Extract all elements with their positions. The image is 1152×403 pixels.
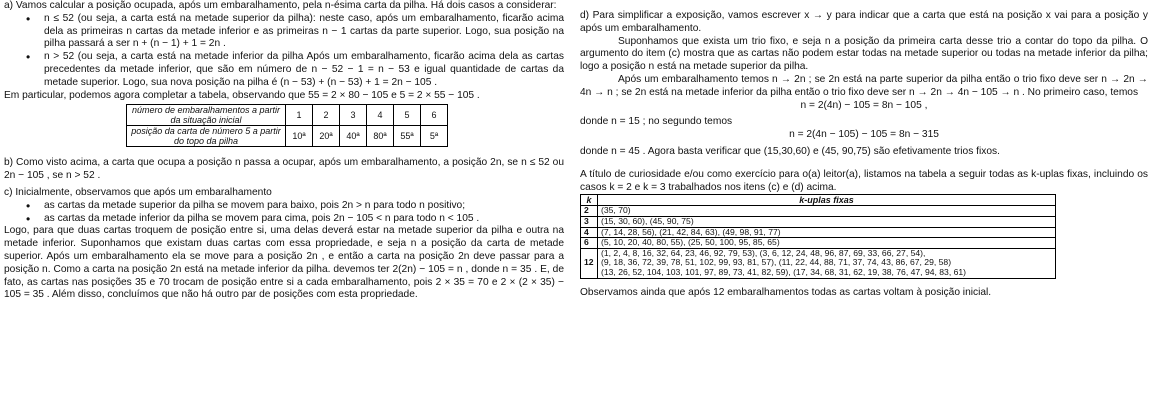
tuples-cell: (7, 14, 28, 56), (21, 42, 84, 63), (49, 98, 91, 77) (598, 227, 1056, 238)
part-d-intro: d) Para simplificar a exposição, vamos escrever x → y para indicar que a carta que está na posição x vai para a posição y após um embaralhamento. (580, 10, 1148, 34)
k-value: 2 (581, 206, 598, 217)
k-value: 12 (581, 248, 598, 278)
part-d-paragraph-2: Após um embaralhamento temos n → 2n ; se 2n está na parte superior da pilha então o trio fixo deve ser n → 2n → 4n → n ; se 2n está na metade inferior da pilha então o trio fixo deve ser n → 2n → 4n − 105 → n . No primeiro caso, temos (580, 73, 1148, 98)
part-c-list (4, 200, 564, 226)
part-c-item-1: • as cartas da metade superior da pilha se movem para baixo, pois 2n > n para todo n positivo; (44, 200, 564, 213)
header-tuples: k-uplas fixas (598, 195, 1056, 206)
k-value: 4 (581, 227, 598, 238)
equation-2: n = 2(4n − 105) − 105 = 8n − 315 (789, 129, 939, 141)
part-a-intro: a) Vamos calcular a posição ocupada, após um embaralhamento, pela n-ésima carta da pilha. Há dois casos a considerar: (4, 0, 557, 11)
header-k: k (581, 195, 598, 206)
part-b: b) Como visto acima, a carta que ocupa a posição n passa a ocupar, após um embaralhamento, a posição 2n, se n ≤ 52 ou 2n − 105 , se n > 52 . (4, 157, 564, 182)
part-a-particular: Em particular, podemos agora completar a tabela, observando que 55 = 2 × 80 − 105 e 5 = 2 × 55 − 105 . (4, 89, 480, 101)
table-cell: 10ª (286, 126, 313, 147)
table-cell: 5 (394, 105, 421, 126)
curiosity-paragraph: A título de curiosidade e/ou como exercício para o(a) leitor(a), listamos na tabela a seguir todas as k-uplas fixas, incluindo os casos k = 2 e k = 3 trabalhados nos itens (c) e (d) acima. (580, 168, 1148, 193)
part-d-result-2: donde n = 45 . Agora basta verificar que (15,30,60) e (45, 90,75) são efetivamente trios fixos. (580, 145, 1000, 157)
table-cell: 40ª (340, 126, 367, 147)
table-cell: 5ª (421, 126, 448, 147)
table-row (581, 238, 1056, 249)
tuples-cell: (15, 30, 60), (45, 90, 75) (598, 216, 1056, 227)
tuples-line: (9, 18, 36, 72, 39, 78, 51, 102, 99, 93, 81, 57), (11, 22, 44, 88, 71, 37, 74, 43, 86, 67, 29, 58) (601, 257, 952, 268)
k-value: 3 (581, 216, 598, 227)
tuples-cell: (35, 70) (598, 206, 1056, 217)
right-column (580, 0, 1148, 299)
final-remark: Observamos ainda que após 12 embaralhamentos todas as cartas voltam à posição inicial. (580, 286, 992, 298)
row-header-shuffles: número de embaralhamentos a partir da situação inicial (127, 105, 286, 126)
part-a-list (4, 13, 564, 90)
left-column (4, 0, 564, 302)
tuples-line: (1, 2, 4, 8, 16, 32, 64, 23, 46, 92, 79, 53), (3, 6, 12, 24, 48, 96, 87, 69, 33, 66, 27, 54), (601, 247, 926, 258)
table-row (127, 105, 448, 126)
shuffle-position-table (126, 104, 448, 147)
part-c-paragraph: Logo, para que duas cartas troquem de posição entre si, uma delas deverá estar na metade superior da pilha e outra na metade inferior. Suponhamos que existam duas cartas com essa propriedade, e seja n a posição da carta de metade superior. Após um embaralhamento ela se move para a posição 2n , e então a carta na posição 2n deve passar para a posição n. Como a carta na posição 2n está na metade inferior da pilha. devemos ter 2(2n) − 105 = n , donde n = 35 . E, de fato, as cartas nas posições 35 e 70 trocam de posição entre si a cada embaralhamento, pois 2 × 35 = 70 e 2 × (2 × 35) − 105 = 35 . Além disso, concluímos que não há outro par de posições com esta propriedade. (4, 225, 564, 301)
part-d-result-1: donde n = 15 ; no segundo temos (580, 116, 733, 128)
table-cell: 55ª (394, 126, 421, 147)
table-header-row (581, 195, 1056, 206)
table-cell: 6 (421, 105, 448, 126)
table-row (581, 216, 1056, 227)
part-c-intro: c) Inicialmente, observamos que após um embaralhamento (4, 186, 272, 198)
table-cell: 2 (313, 105, 340, 126)
table-row (581, 206, 1056, 217)
fixed-tuples-table (580, 194, 1056, 278)
k-value: 6 (581, 238, 598, 249)
table-cell: 3 (340, 105, 367, 126)
table-cell: 4 (367, 105, 394, 126)
table-row (581, 248, 1056, 278)
row-header-position: posição da carta de número 5 a partir do topo da pilha (127, 126, 286, 147)
tuples-line: (13, 26, 52, 104, 103, 101, 97, 89, 73, 41, 82, 59), (17, 34, 68, 31, 62, 19, 38, 76, 47, 94, 83, 61) (601, 266, 967, 277)
part-a-case-1: • n ≤ 52 (ou seja, a carta está na metade superior da pilha): neste caso, após um embaralhamento, ficarão acima dela as primeiras n cartas da metade inferior e as primeiras n − 1 cartas da parte superior. Logo, sua posição na pilha passará a ser n + (n − 1) + 1 = 2n . (44, 13, 564, 51)
part-a-case-2: • n > 52 (ou seja, a carta está na metade inferior da pilha Após um embaralhamento, ficarão acima dela as cartas precedentes da metade inferior, que são em número de n − 52 − 1 = n − 53 e igual quantidade de cartas da metade superior. Logo, sua nova posição na pilha é (n − 53) + (n − 53) + 1 = 2n − 105 . (44, 51, 564, 89)
part-c-item-2: • as cartas da metade inferior da pilha se movem para cima, pois 2n − 105 < n para todo n < 105 . (44, 213, 564, 226)
tuples-cell (598, 248, 1056, 278)
table-cell: 80ª (367, 126, 394, 147)
equation-1: n = 2(4n) − 105 = 8n − 105 , (800, 99, 928, 111)
tuples-cell: (5, 10, 20, 40, 80, 55), (25, 50, 100, 95, 85, 65) (598, 238, 1056, 249)
table-cell: 20ª (313, 126, 340, 147)
part-d-paragraph-1: Suponhamos que exista um trio fixo, e seja n a posição da primeira carta desse trio a contar do topo da pilha. O argumento do item (c) mostra que as cartas não podem estar todas na metade superior ou todas na metade inferior da pilha; logo a posição n está na metade superior da pilha. (580, 35, 1148, 73)
table-row (581, 227, 1056, 238)
table-cell: 1 (286, 105, 313, 126)
table-row (127, 126, 448, 147)
